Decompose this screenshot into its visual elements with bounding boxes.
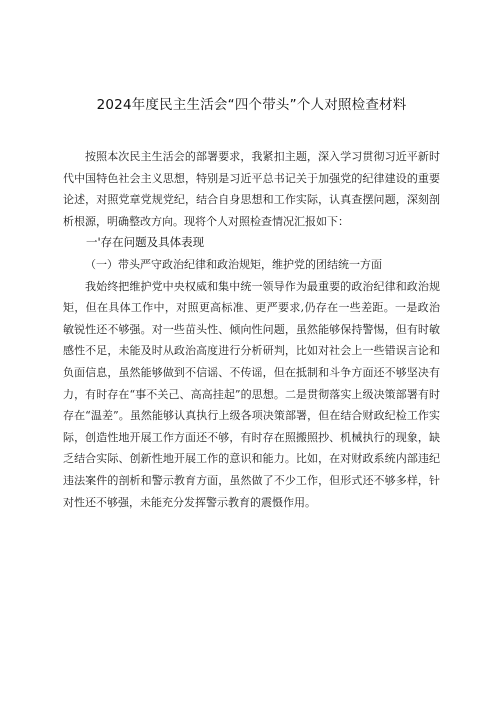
body-paragraph: 我始终把维护党中央权威和集中统一领导作为最重要的政治纪律和政治规矩，但在具体工作中，对照更高标准、更严要求,仍存在一些差距。一是政治敏锐性还不够强。对一些苗头性、倾向性问题，虽然能够保持警惕，但有时敏感性不足，未能及时从政治高度进行分析研判，比如对社会上一些错误言论和负面信息，虽然能够做到不信谣、不传谣，但在抵制和斗争方面还不够坚决有力，有时存在“事不关己、高高挂起”的思想。二是贯彻落实上级决策部署有时存在“温差”。虽然能够认真执行上级各项决策部署，但在结合财政纪检工作实际，创造性地开展工作方面还不够，有时存在照搬照抄、机械执行的现象，缺乏结合实际、创新性地开展工作的意识和能力。比如，在对财政系统内部违纪违法案件的剖析和警示教育方面，虽然做了不少工作，但形式还不够多样，针对性还不够强，未能充分发挥警示教育的震慑作用。 (63, 279, 440, 509)
document-title: 2024年度民主生活会“四个带头”个人对照检查材料 (96, 97, 407, 113)
subsection-heading-political-discipline: （一）带头严守政治纪律和政治规矩，维护党的团结统一方面 (85, 257, 382, 271)
intro-paragraph: 按照本次民主生活会的部署要求，我紧扣主题，深入学习贯彻习近平新时代中国特色社会主义思想，特别是习近平总书记关于加强党的纪律建设的重要论述，对照党章党规党纪，结合自身思想和工作实际，认真查摆问题，深刻剖析根源，明确整改方向。现将个人对照检查情况汇报如下： (63, 150, 440, 228)
section-heading-problems: 一'存在问题及具体表现 (86, 235, 205, 250)
